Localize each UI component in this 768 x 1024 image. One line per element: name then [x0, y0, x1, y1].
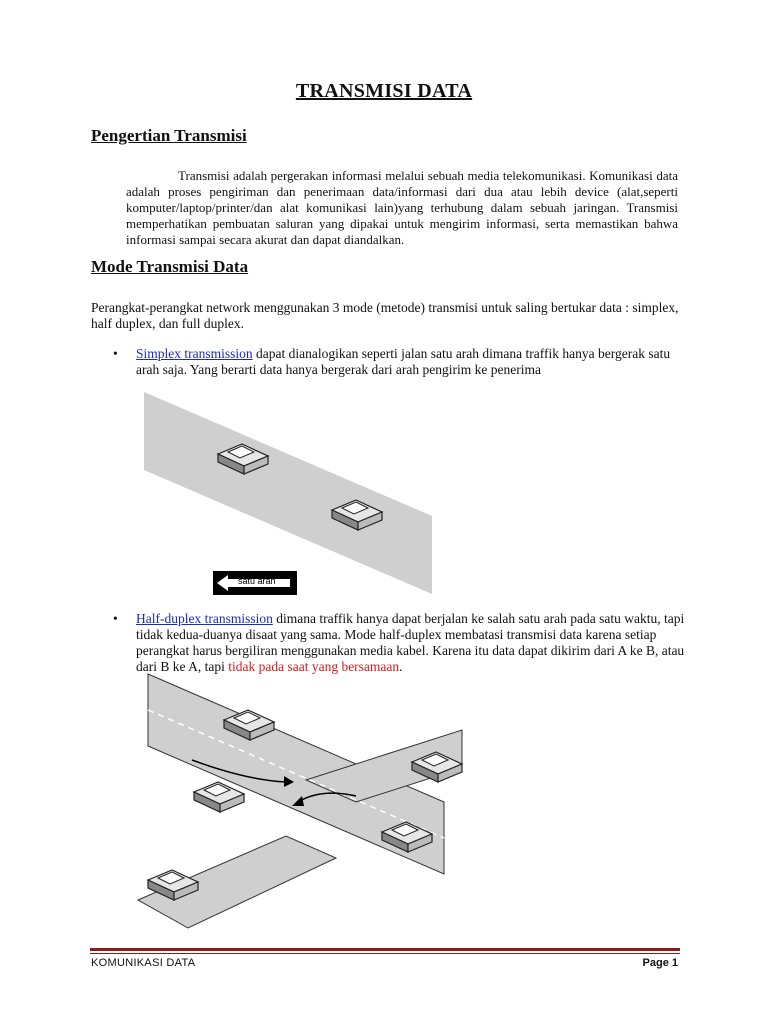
footer-rule — [90, 948, 680, 951]
bullet-simplex — [113, 346, 696, 378]
half-duplex-highlight: tidak pada saat yang bersamaan — [228, 659, 400, 674]
footer-rule-thin — [90, 953, 680, 954]
half-duplex-road-illustration — [136, 670, 476, 932]
half-duplex-link[interactable]: Half-duplex transmission — [136, 611, 273, 626]
one-way-sign-label: satu arah — [238, 576, 276, 586]
simplex-text: dapat dianalogikan seperti jalan satu arah dimana traffik hanya bergerak satu arah saja. Yang berarti data hanya bergerak dari arah pengirim ke penerima — [136, 346, 671, 377]
simplex-link[interactable]: Simplex transmission — [136, 346, 253, 361]
car-icon — [194, 782, 244, 812]
paragraph-pengertian — [126, 168, 678, 248]
bullet-half-duplex — [113, 611, 696, 675]
simplex-road-illustration — [140, 388, 440, 598]
half-duplex-text: dimana traffik hanya dapat berjalan ke salah satu arah pada satu waktu, tapi tidak kedua-duanya disaat yang sama. Mode half-duplex membatasi transmisi data karena setiap perangkat harus bergiliran menggunakan media kabel. Karena itu data dapat dikirim dari A ke B, atau dari B ke A, tapi — [136, 611, 685, 674]
paragraph-mode-intro: Perangkat-perangkat network menggunakan 3 mode (metode) transmisi untuk saling bertukar data : simplex, half duplex, dan full duplex. — [91, 300, 679, 331]
section-heading-mode: Mode Transmisi Data — [91, 257, 249, 276]
footer-title: KOMUNIKASI DATA — [91, 957, 196, 969]
page-title: TRANSMISI DATA — [295, 80, 473, 102]
page-number: Page 1 — [642, 957, 678, 969]
paragraph-pengertian-text: Transmisi adalah pergerakan informasi melalui sebuah media telekomunikasi. Komunikasi data adalah proses pengiriman dan penerimaan data/informasi dari dua atau lebih device (alat,seperti komputer/laptop/printer/dan alat komunikasi lain)yang terhubung dalam sebuah jaringan. Transmisi memperhatikan pembuatan saluran yang dipakai untuk mengirim informasi, serta memastikan bahwa informasi sampai secara akurat dan dapat diandalkan. — [126, 168, 678, 247]
section-heading-pengertian: Pengertian Transmisi — [91, 126, 247, 145]
half-duplex-end: . — [399, 659, 403, 674]
bullet-dot: • — [113, 611, 118, 626]
bullet-dot: • — [113, 346, 118, 361]
